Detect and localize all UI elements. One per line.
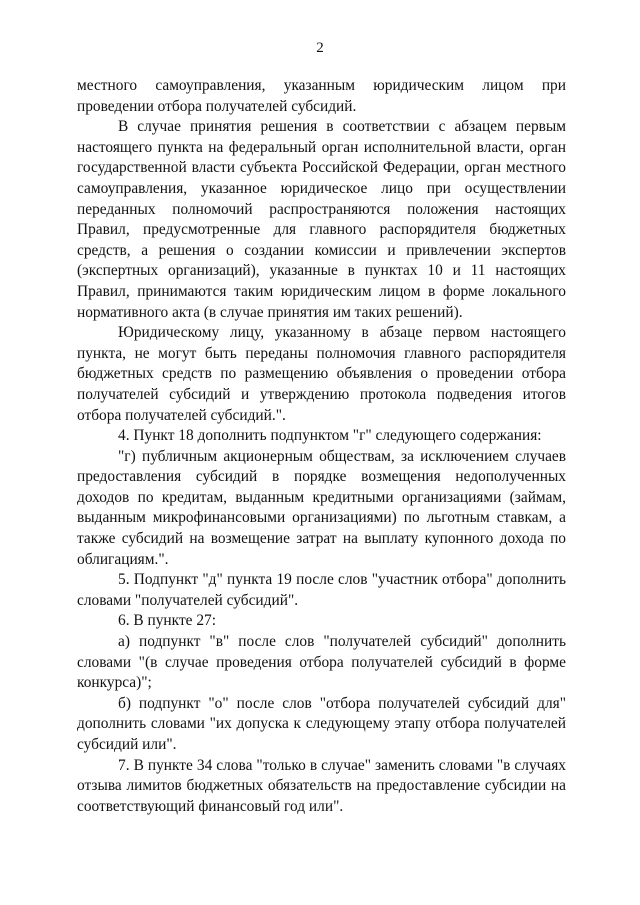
paragraph-item-6: 6. В пункте 27: (118, 612, 217, 630)
paragraph-item-4: 4. Пункт 18 дополнить подпунктом "г" следующего содержания: (118, 427, 542, 445)
page-number: 2 (316, 40, 324, 56)
paragraph-item-6-a: а) подпункт "в" после слов "получателей субсидий" дополнить словами "(в случае проведения отбора получателей субсидий в форме конкурса)"; (77, 633, 566, 692)
document-body (77, 76, 566, 817)
paragraph-item-6-b: б) подпункт "о" после слов "отбора получателей субсидий для" дополнить словами "их допуска к следующему этапу отбора получателей субсидий или". (77, 694, 566, 753)
paragraph-delegation-rules: В случае принятия решения в соответствии с абзацем первым настоящего пункта на федеральный орган исполнительной власти, орган государственной власти субъекта Российской Федерации, орган местного самоуправления, указанное юридическое лицо при осуществлении переданных полномочий распространяются положения настоящих Правил, предусмотренные для главного распорядителя бюджетных средств, а решения о создании комиссии и привлечении экспертов (экспертных организаций), указанные в пунктах 10 и 11 настоящих Правил, принимаются таким юридическим лицом в форме локального нормативного акта (в случае принятия им таких решений). (77, 118, 566, 321)
paragraph-item-7: 7. В пункте 34 слова "только в случае" заменить словами "в случаях отзыва лимитов бюджетных обязательств на предоставление субсидии на соответствующий финансовый год или". (77, 756, 566, 815)
paragraph-continuation: местного самоуправления, указанным юридическим лицом при проведении отбора получателей субсидий. (77, 77, 566, 115)
paragraph-legal-entity-limits: Юридическому лицу, указанному в абзаце первом настоящего пункта, не могут быть переданы полномочия главного распорядителя бюджетных средств по размещению объявления о проведении отбора получателей субсидий и утверждению протокола подведения итогов отбора получателей субсидий.". (77, 324, 566, 424)
paragraph-subitem-g: "г) публичным акционерным обществам, за исключением случаев предоставления субсидий в порядке возмещения недополученных доходов по кредитам, выданным кредитными организациями (займам, выданным микрофинансовыми организациями) по льготным ставкам, а также субсидий на возмещение затрат на выплату купонного дохода по облигациям.". (77, 447, 566, 568)
paragraph-item-5: 5. Подпункт "д" пункта 19 после слов "участник отбора" дополнить словами "получателей субсидий". (77, 571, 566, 609)
